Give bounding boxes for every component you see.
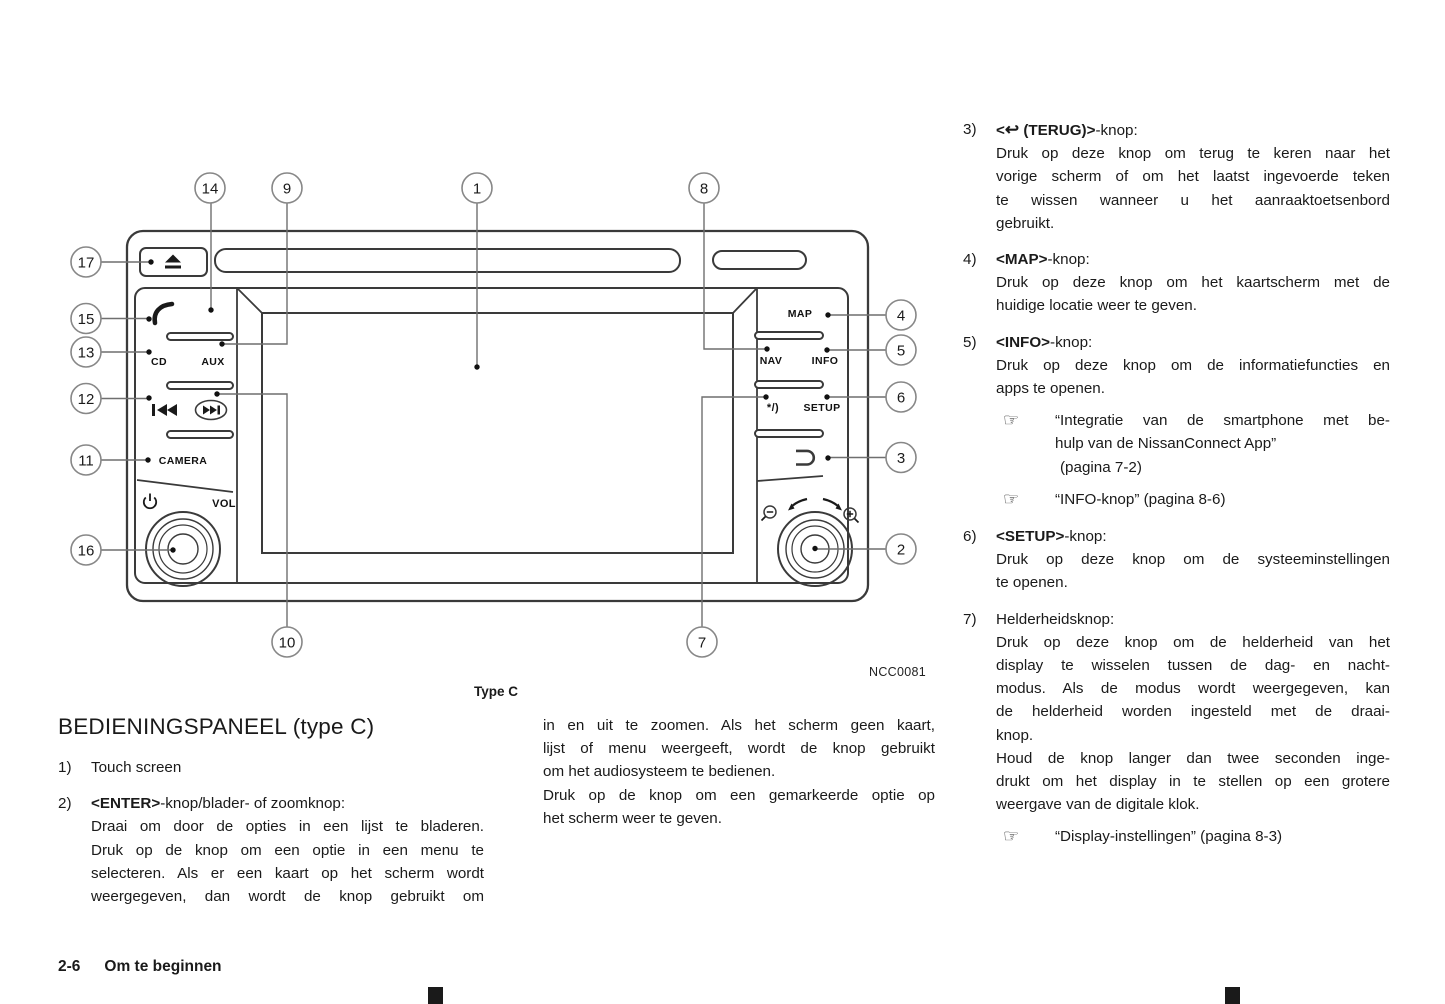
middle-column: in en uit te zoomen. Als het scherm geen kaart, lijst of menu weergeeft, wordt de knop gebruikt om het audiosysteem te bedienen. Druk op de knop om een gemarkeerde optie op het scherm weer te geven. bbox=[543, 717, 935, 827]
map-button-label: MAP bbox=[787, 308, 813, 320]
callout-13: 13 bbox=[77, 344, 95, 362]
back-arrow-icon: ↩ bbox=[1004, 120, 1020, 139]
callout-11: 11 bbox=[78, 452, 94, 470]
list-item-2: 2) <ENTER>-knop/blader- of zoomknop: Draai om door de opties in een lijst te bladeren. Druk op de knop om een optie in een menu te selecteren. Als er een kaart op het scherm wordt weergegeven, dan wordt de knop gebruikt om bbox=[58, 792, 484, 908]
head-unit-outline bbox=[127, 231, 868, 601]
item4-head: <MAP>-knop: bbox=[996, 251, 1090, 269]
item1-text: Touch screen bbox=[91, 759, 182, 776]
touch-screen bbox=[262, 313, 733, 553]
print-registration-mark bbox=[1225, 987, 1240, 1004]
pointing-hand-icon: ☞ bbox=[1003, 410, 1020, 431]
list-item-5: 5) <INFO>-knop: Druk op deze knop om de informatiefuncties en apps te openen. ☞ “Integratie van de smartphone met be- hulp van de NissanConnect App” (pagina 7-2) ☞ “INFO-knop” (pagina 8-6) bbox=[963, 331, 1390, 512]
info-button-label: INFO bbox=[811, 355, 839, 367]
callout-15: 15 bbox=[77, 311, 95, 328]
right-column bbox=[963, 118, 1390, 850]
page-footer bbox=[58, 958, 222, 976]
item3-head: <↩ (TERUG)>-knop: bbox=[996, 120, 1138, 139]
section-title: Om te beginnen bbox=[104, 958, 222, 975]
pointing-hand-icon: ☞ bbox=[1003, 488, 1020, 509]
callout-2: 2 bbox=[896, 541, 906, 559]
callout-10: 10 bbox=[278, 634, 296, 652]
list-item-7: 7) Helderheidsknop: Druk op deze knop om de helderheid van het display te wisselen tussen de dag- en nacht- modus. Als de modus wordt weergegeven, kan de helderheid worden ingesteld met de draai- knop. Houd de knop langer dan twee seconden inge- drukt om het display in te stellen op een grotere weergave van de digitale klok. ☞ “Display-instellingen” (pagina 8-3) bbox=[963, 608, 1390, 850]
callout-14: 14 bbox=[201, 180, 219, 198]
setup-button-label: SETUP bbox=[803, 402, 841, 414]
page-number: 2-6 bbox=[58, 958, 81, 975]
aux-button-label: AUX bbox=[201, 356, 225, 368]
next-track-button bbox=[196, 401, 227, 420]
print-registration-mark bbox=[428, 987, 443, 1004]
callout-4: 4 bbox=[896, 307, 906, 325]
cd-button-label: CD bbox=[151, 356, 167, 368]
camera-button-label: CAMERA bbox=[158, 455, 208, 467]
list-item-1: 1) Touch screen bbox=[58, 756, 484, 779]
volume-label: VOL bbox=[212, 498, 236, 510]
list-item-4: 4) <MAP>-knop: Druk op deze knop om het kaartscherm met de huidige locatie weer te geven. bbox=[963, 248, 1390, 318]
aux-slot bbox=[713, 251, 806, 269]
pointing-hand-icon: ☞ bbox=[1003, 826, 1020, 847]
figure-code: NCC0081 bbox=[869, 665, 926, 679]
callout-8: 8 bbox=[699, 180, 709, 198]
callout-7: 7 bbox=[697, 634, 707, 652]
item2-head: <ENTER>-knop/blader- of zoomknop: bbox=[91, 795, 346, 813]
section-heading: BEDIENINGSPANEEL (type C) bbox=[58, 714, 375, 739]
control-panel-figure bbox=[60, 165, 940, 685]
callout-12: 12 bbox=[77, 391, 95, 408]
cross-reference: ☞ “Display-instellingen” (pagina 8-3) bbox=[1003, 825, 1390, 848]
callout-5: 5 bbox=[896, 342, 906, 360]
callout-16: 16 bbox=[77, 542, 95, 560]
nav-button-label: NAV bbox=[759, 355, 783, 367]
brightness-icon: */) bbox=[766, 402, 780, 414]
list-item-3: 3) <↩ (TERUG)>-knop: Druk op deze knop om terug te keren naar het vorige scherm of om het laatst ingevoerde teken te wissen wanneer u het aanraaktoetsenbord gebruikt. bbox=[963, 120, 1390, 232]
callout-6: 6 bbox=[896, 389, 906, 407]
cd-slot bbox=[215, 249, 680, 272]
list-item-6: 6) <SETUP>-knop: Druk op deze knop om de systeeminstellingen te openen. bbox=[963, 525, 1390, 595]
figure-caption: Type C bbox=[474, 684, 519, 699]
item5-head: <INFO>-knop: bbox=[996, 333, 1093, 351]
cross-reference: ☞ “Integratie van de smartphone met be- hulp van de NissanConnect App” (pagina 7-2) bbox=[1003, 409, 1390, 479]
left-column bbox=[58, 712, 484, 908]
callout-3: 3 bbox=[896, 450, 906, 467]
item6-head: <SETUP>-knop: bbox=[996, 528, 1107, 546]
callout-1: 1 bbox=[472, 180, 482, 198]
callout-9: 9 bbox=[282, 180, 292, 198]
item7-head: Helderheidsknop: bbox=[996, 610, 1115, 628]
callout-17: 17 bbox=[77, 254, 95, 272]
cross-reference: ☞ “INFO-knop” (pagina 8-6) bbox=[1003, 488, 1390, 511]
